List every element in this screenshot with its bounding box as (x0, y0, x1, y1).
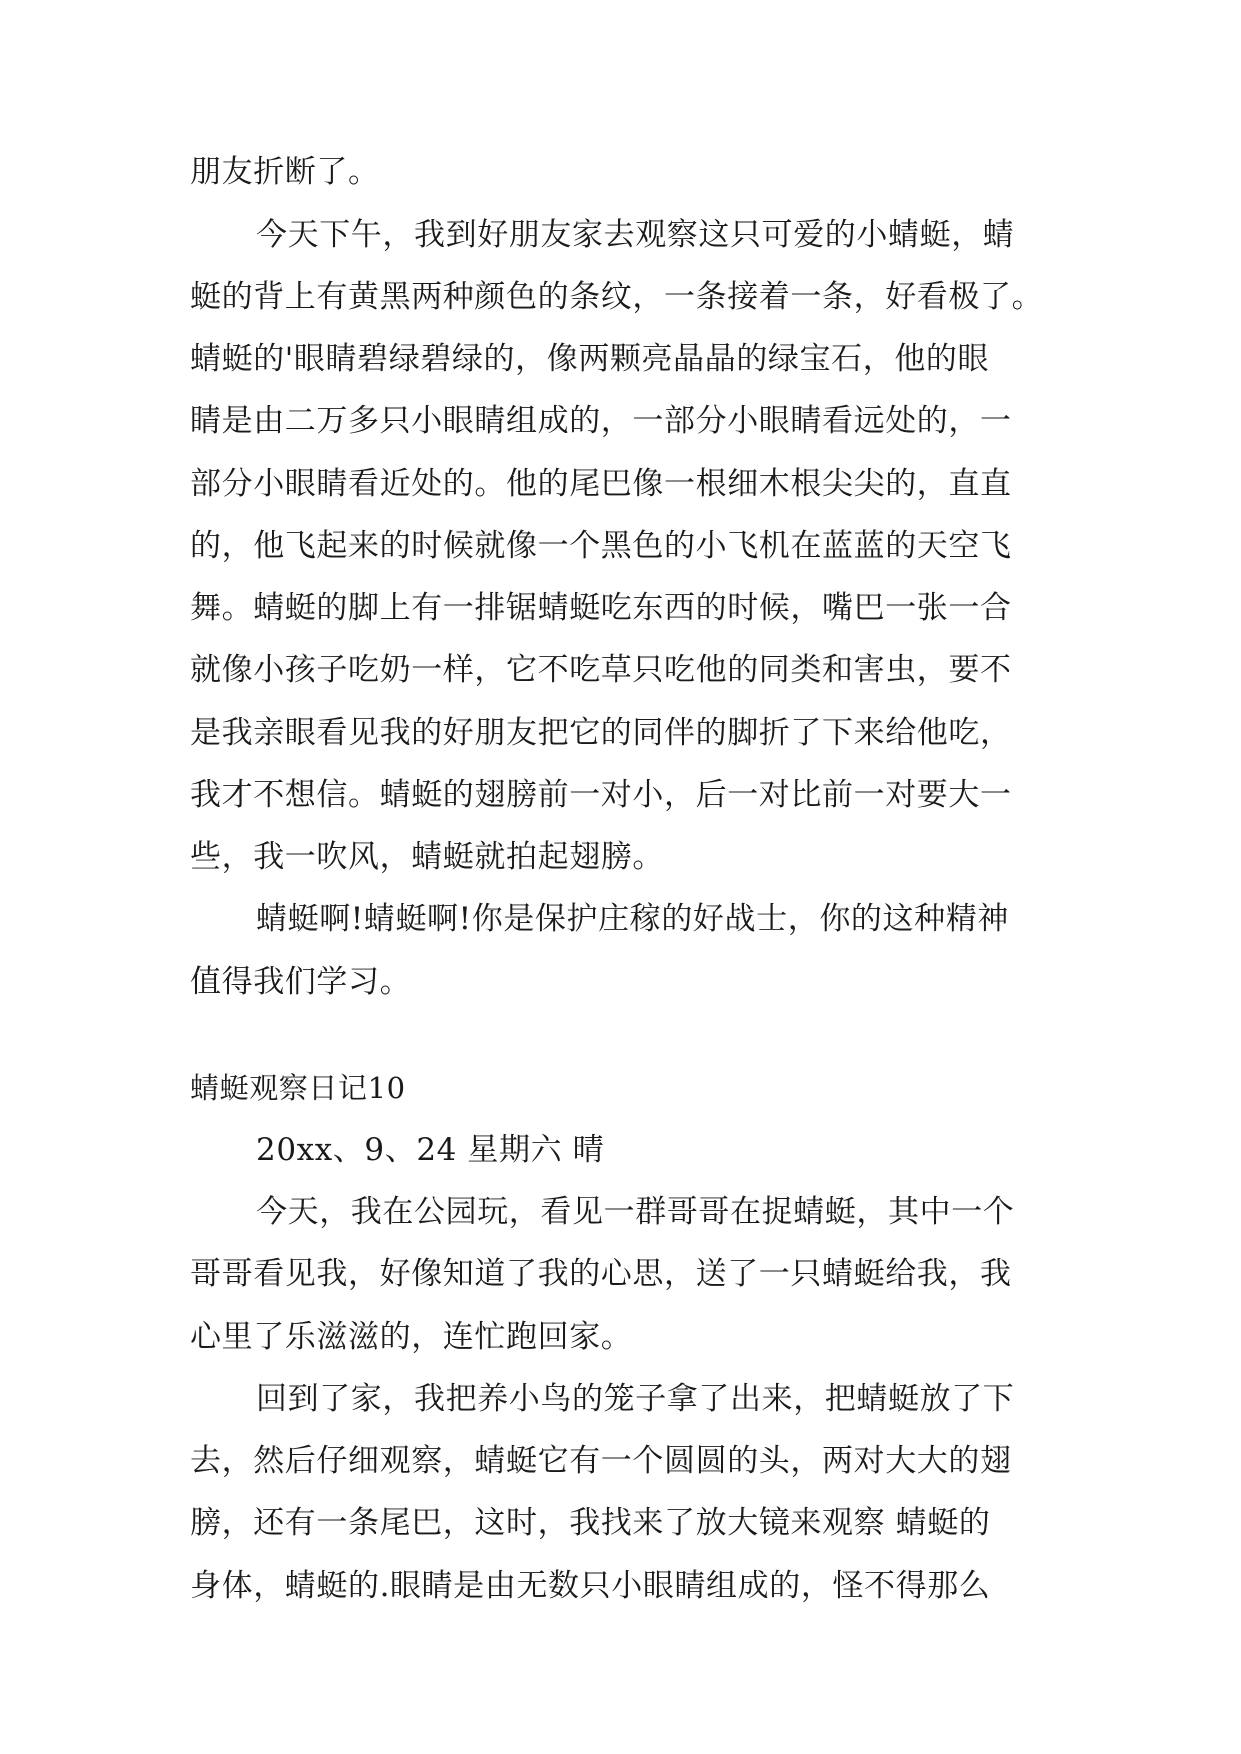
text-line: 值得我们学习。 (190, 964, 412, 1000)
text-line: 哥哥看见我，好像知道了我的心思，送了一只蜻蜓给我，我 (190, 1256, 1012, 1292)
paragraph-start: 回到了家，我把养小鸟的笼子拿了出来，把蜻蜓放了下 (256, 1381, 1015, 1417)
text-line: 心里了乐滋滋的，连忙跑回家。 (190, 1319, 633, 1355)
text-line: 膀，还有一条尾巴，这时，我找来了放大镜来观察 蜻蜓的 (190, 1505, 991, 1541)
paragraph-start: 蜻蜓啊!蜻蜓啊!你是保护庄稼的好战士，你的这种精神 (256, 901, 1009, 937)
diary-date: 20xx、9、24 星期六 晴 (256, 1132, 605, 1168)
section-title: 蜻蜓观察日记10 (190, 1071, 406, 1105)
text-line: 的，他飞起来的时候就像一个黑色的小飞机在蓝蓝的天空飞 (190, 528, 1012, 564)
text-line: 是我亲眼看见我的好朋友把它的同伴的脚折了下来给他吃， (190, 715, 1012, 751)
text-line: 些，我一吹风，蜻蜓就拍起翅膀。 (190, 839, 664, 875)
text-line: 蜓的背上有黄黑两种颜色的条纹，一条接着一条，好看极了。 (190, 279, 1044, 315)
paragraph-start: 今天下午，我到好朋友家去观察这只可爱的小蜻蜓，蜻 (256, 217, 1015, 253)
paragraph-start: 今天，我在公园玩，看见一群哥哥在捉蜻蜓，其中一个 (256, 1194, 1015, 1230)
text-line: 蜻蜓的'眼睛碧绿碧绿的，像两颗亮晶晶的绿宝石，他的眼 (190, 341, 990, 377)
text-line: 就像小孩子吃奶一样，它不吃草只吃他的同类和害虫，要不 (190, 652, 1012, 688)
text-line: 我才不想信。蜻蜓的翅膀前一对小，后一对比前一对要大一 (190, 777, 1012, 813)
text-line: 睛是由二万多只小眼睛组成的，一部分小眼睛看远处的，一 (190, 403, 1012, 439)
text-line: 朋友折断了。 (190, 154, 380, 190)
text-line: 舞。蜻蜓的脚上有一排锯蜻蜓吃东西的时候，嘴巴一张一合 (190, 590, 1012, 626)
text-line: 去，然后仔细观察，蜻蜓它有一个圆圆的头，两对大大的翅 (190, 1443, 1012, 1479)
text-line: 身体，蜻蜓的.眼睛是由无数只小眼睛组成的，怪不得那么 (190, 1568, 991, 1604)
text-line: 部分小眼睛看近处的。他的尾巴像一根细木根尖尖的，直直 (190, 466, 1012, 502)
